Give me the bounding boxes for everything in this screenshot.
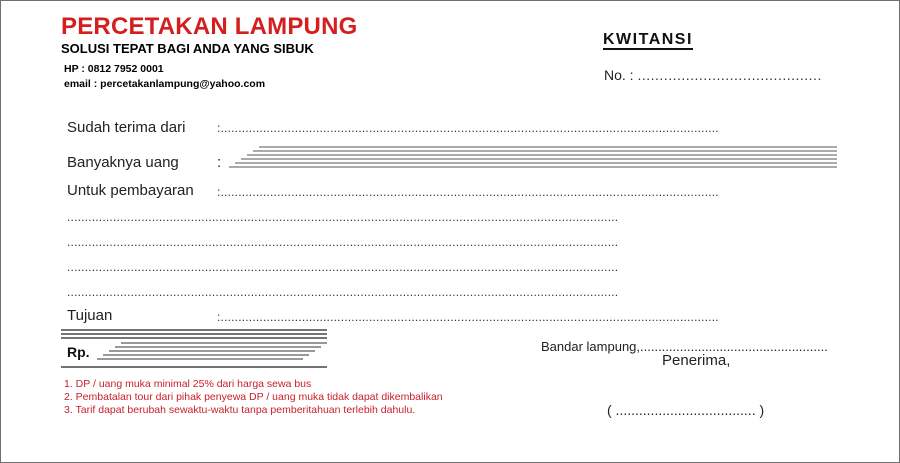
destination-field[interactable]: :............................................................................................................................................. (217, 310, 719, 324)
payment-for-line-5[interactable]: ............................................................................................................................................................ (67, 285, 619, 299)
receipt-number-dots: .......................................... (637, 67, 822, 83)
payment-for-line-4[interactable]: ............................................................................................................................................................ (67, 260, 619, 274)
terms-notes (64, 378, 443, 417)
receiver-label: Penerima, (662, 352, 731, 369)
receipt-title: KWITANSI (603, 31, 693, 48)
amount-in-words-label: Banyaknya uang (67, 154, 179, 171)
payment-for-line-2[interactable]: ............................................................................................................................................................ (67, 210, 619, 224)
destination-label: Tujuan (67, 307, 113, 324)
note-item: 3. Tarif dapat berubah sewaktu-waktu tanpa pemberitahuan terlebih dahulu. (64, 404, 416, 416)
payment-for-field[interactable]: :............................................................................................................................................. (217, 185, 719, 199)
company-phone: HP : 0812 7952 0001 (64, 63, 164, 75)
amount-box[interactable] (61, 329, 331, 371)
received-from-field[interactable]: :............................................................................................................................................. (217, 121, 719, 135)
company-name: PERCETAKAN LAMPUNG (61, 13, 358, 40)
note-item: 2. Pembatalan tour dari pihak penyewa DP / uang muka tidak dapat dikembalikan (64, 391, 443, 403)
place-date-field[interactable]: Bandar lampung,.................................................... (541, 339, 828, 354)
amount-currency-label: Rp. (67, 344, 90, 360)
company-email: email : percetakanlampung@yahoo.com (64, 78, 266, 90)
amount-in-words-field[interactable] (229, 145, 839, 175)
note-item: 1. DP / uang muka minimal 25% dari harga sewa bus (64, 378, 312, 390)
payment-for-label: Untuk pembayaran (67, 182, 194, 199)
received-from-label: Sudah terima dari (67, 119, 186, 136)
receipt-number-label: No. : (604, 67, 634, 83)
company-tagline: SOLUSI TEPAT BAGI ANDA YANG SIBUK (61, 41, 314, 56)
amount-in-words-colon: : (217, 154, 222, 171)
payment-for-line-3[interactable]: ............................................................................................................................................................ (67, 235, 619, 249)
receipt-number[interactable] (604, 67, 822, 83)
receiver-name-field[interactable]: ( .................................... ) (607, 402, 765, 418)
